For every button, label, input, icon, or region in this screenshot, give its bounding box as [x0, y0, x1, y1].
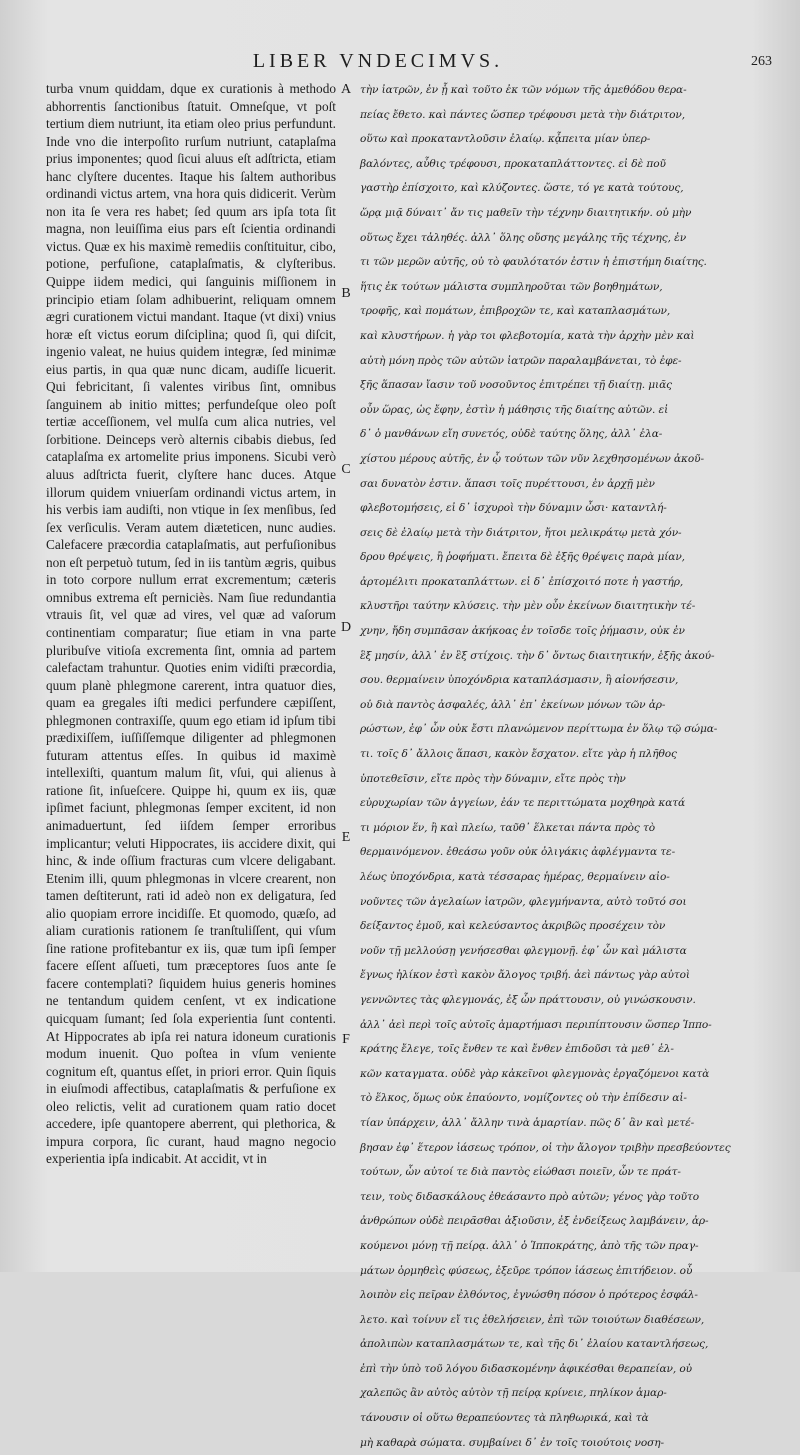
greek-line: οὕτω καὶ προκαταντλοῦσιν ἐλαίῳ. κᾆπειτα μίαν ὑπερ- — [360, 133, 651, 146]
greek-line: κούμενοι μόνῃ τῇ πείρᾳ. ἀλλ᾽ ὁ Ἱπποκράτης, ἀπὸ τῆς τῶν πραγ- — [360, 1239, 699, 1252]
greek-line: δρου θρέψεις, ἢ ῥοφήματι. ἔπειτα δὲ ἐξῆς θρέψεις παρὰ μίαν, — [360, 551, 685, 564]
greek-line: χίστου μέρους αὐτῆς, ἐν ᾧ τούτων τῶν νῦν λεχθησομένων ἀκοῦ- — [360, 452, 704, 465]
greek-line: οὐ διὰ παντὸς ἀσφαλές, ἀλλ᾽ ἐπ᾽ ἐκείνων μόνων τῶν ἀρ- — [360, 698, 666, 711]
greek-line: ξῆς ἅπασαν ἴασιν τοῦ νοσοῦντος ἐπιτρέπει τῇ διαίτῃ. μιᾶς — [360, 379, 672, 392]
greek-line: μὴ καθαρὰ σώματα. συμβαίνει δ᾽ ἐν τοῖς τοιούτοις νοση- — [360, 1436, 664, 1449]
greek-line: δ᾽ ὁ μανθάνων εἴη συνετός, οὐδὲ ταύτης ὅλης, ἀλλ᾽ ἐλα- — [360, 428, 663, 441]
greek-line: τάνουσιν οἱ οὕτω θεραπεύοντες τὰ πληθωρικά, καὶ τὰ — [360, 1412, 649, 1425]
running-title: LIBER VNDECIMVS. — [252, 50, 504, 72]
greek-line: σεις δὲ ἐλαίῳ μετὰ τὴν διάτριτον, ἤτοι μελικράτῳ μετὰ χόν- — [360, 526, 682, 539]
greek-line: βαλόντες, αὖθις τρέφουσι, προκαταπλάττοντες. εἰ δὲ ποῦ — [360, 157, 666, 170]
greek-line: ἀλλ᾽ ἀεὶ περὶ τοῖς αὐτοῖς ἁμαρτήμασι περιπίπτουσιν ὥσπερ Ἱππο- — [360, 1018, 712, 1031]
greek-line: τι τῶν μερῶν αὐτῆς, οὐ τὸ φαυλότατόν ἐστιν ἡ ἐπιστήμη διαίτης. — [360, 256, 707, 269]
margin-marker-a: A — [340, 82, 352, 97]
greek-line: οὖν ὥρας, ὡς ἔφην, ἐστὶν ἡ μάθησις τῆς διαίτης αὐτῶν. εἰ — [360, 403, 669, 416]
greek-line: βησαν ἐφ᾽ ἕτερον ἰάσεως τρόπον, οἱ τὴν ἄλογον τριβὴν πρεσβεύοντες — [360, 1141, 731, 1154]
greek-line: αὐτὴ μόνη πρὸς τῶν αὐτῶν ἰατρῶν παραλαμβάνεται, τὸ ἐφε- — [360, 354, 682, 367]
greek-line: εὐρυχωρίαν τῶν ἀγγείων, ἐάν τε περιττώματα μοχθηρὰ κατά — [360, 797, 686, 810]
margin-marker-e: E — [341, 830, 351, 845]
greek-line: σαι δυνατὸν ἐστιν. ἅπασι τοῖς πυρέττουσι, ἐν ἀρχῇ μὲν — [360, 477, 655, 490]
greek-line: οὕτως ἔχει τἀληθές. ἀλλ᾽ ὅλης οὔσης μεγάλης τῆς τέχνης, ἐν — [360, 231, 687, 244]
latin-column — [46, 80, 336, 1248]
greek-line: θερμαινόμενον. ἐθεάσω γοῦν οὐκ ὀλιγάκις ἀφλέγμαντα τε- — [360, 846, 676, 859]
greek-line: λέως ὑποχόνδρια, κατὰ τέσσαρας ἡμέρας, θερμαίνειν αἰο- — [360, 871, 670, 883]
latin-text: turba vnum quiddam, dque ex curationis à methodo abhorrentis ſanctionibus ſtatuit. Omneſque, vt poſt tertium diem nutriunt, ita etiam oleo prius perfundunt. Inde vno die interpoſito rurſum nutriunt, cataplaſma prius imponentes; quod ſicui aluus eſt adſtricta, etiam hanc clyſtere ducentes. Itaque his ſaltem authoribus ordinandi victus artem, vna hora quis didicerit. Verùm non ita ſe vera res habet; ſed quum ars ipſa tota ſit magna, non leuiſſima eius pars eſt ſcientia ordinandi victus. Quæ ex his maximè remediis conſtituitur, cibo, potione, perfuſione, cataplaſmatis, & clyſteribus. Quippe iidem medici, qui ſanguinis miſſionem in principio etiam ſolam adhibuerint, reliquam omnem ægri curationem victui mandant. Itaque (vt dixi) vnius horæ eſt victus eorum diſciplina; quod ſi, qui diſcit, ingenio valeat, ne huius quidem integræ, ſed minimæ eius partis, in qua quæ nunc dicam, audiſſe licuerit. Qui febricitant, ſi valentes viribus ſint, omnibus ſanguinem ab initio mittes; perfundeſque oleo poſt tertiæ acceſſionem, vel mulſa cum alica nutries, vel ſorbitione. Deinceps verò alternis cibabis diebus, ſed cataplaſma ex artomelite prius imponens. Sicubi verò aluus adſtricta fuerit, clyſtere hanc duces. Atque illorum quidem vniuerſam ordinandi victus artem, in his verbis iam audiſti, non vtique in ſex menſibus, ſed ſex verſiculis. Veram autem diæteticen, nunc audies. Calefacere præcordia cataplaſmatis, aut perfuſionibus non eſt perpetuò tutum, ſed in iis tantùm ægris, quibus in toto corpore nullum errat excrementum; cæteris omnibus extrema eſt perniciès. Nam ſiue redundantia vtrauis ſit, vel quæ ad vires, vel quæ ad vaſorum continentiam comparatur; ſiue etiam in vna parte pluribuſve vitioſa excrementa ſint, omnia ad partem calefactam trahuntur. Quoties enim vidiſti præcordia, quum planè phlegmone carerent, intra quatuor dies, quam ea gregales iſti medici perfundere cæpiſſent, phlegmonen contraxiſſe, quum ego etiam id ipſum tibi prædixiſſem, iuſſiſſemque diligenter ad phlegmonen futuram attentus eſſes. In quibus id maximè intellexiſti, quantum malum ſit, vſui, qui alienus à ratione ſit, inſueſcere. Quippe hi, quum ex iis, quæ ipſimet faciunt, phlegmonas ſemper excitent, id non animaduertunt, ſed iiſdem ſemper erroribus implicantur; veluti Hippocrates, iis accidere dixit, qui hinc, & inde oſſium fracturas cum vlcere deligabant. Etenim illi, quum phlegmonas in vlcere crearent, non tamen deſtiterunt, rati id adeò non ex deligatura, ſed alio quopiam errore incidiſſe. Et quomodo, quæſo, ad aliam curationis rationem ſe tranſtuliſſent, qui vſum ſine ratione profitebantur ex iis, quæ tum ipſi ſemper facere eſſent aſſueti, tum præceptores ſuos ante ſe facere contemplati? ſiquidem huius generis homines ne tentandum quidem cenſent, vt ex indicatione quicquam ſumant; ſed ſola experientia ſunt contenti. At Hippocrates ab ipſa rei natura idoneum curationis modum inuenit. Quo poſtea in vſum veniente cognitum eſt, quantus eſſet, in priori error. Quin ſiquis in eiuſmodi affectibus, cataplaſmatis & perfuſione ex oleo relictis, velit ad curationem quam ratio docet accedere, ipſe quantopere aberrent, qui plethorica, & impura corpora, ſic curant, haud magno negocio experientia ipſa indicabit. At accidit, vt in — [46, 81, 336, 1167]
margin-marker-d: D — [340, 620, 352, 635]
greek-line: ἀνθρώπων οὐδὲ πειρᾶσθαι ἀξιοῦσιν, ἐξ ἐνδείξεως λαμβάνειν, ἀρ- — [360, 1215, 709, 1228]
greek-line: νοῦντες τῶν ἀγελαίων ἰατρῶν, φλεγμήναντα, αὐτὸ τοῦτό σοι — [360, 895, 687, 908]
greek-line: νοῦν τῇ μελλούσῃ γενήσεσθαι φλεγμονῇ. ἐφ᾽ ὧν καὶ μάλιστα — [360, 944, 687, 957]
greek-line: σου. θερμαίνειν ὑποχόνδρια καταπλάσμασιν, ἢ αἰονήσεσιν, — [360, 674, 679, 687]
greek-line: ὑποτεθεῖσιν, εἴτε πρὸς τὴν δύναμιν, εἴτε πρὸς τὴν — [360, 772, 626, 785]
greek-line: κῶν καταγματα. οὐδὲ γὰρ κἀκεῖνοι φλεγμονὰς ἐργαζόμενοι κατὰ — [360, 1067, 710, 1080]
greek-line: δείξαντος ἐμοῦ, καὶ κελεύσαντος ἀκριβῶς προσέχειν τὸν — [360, 920, 666, 933]
greek-line: γεννῶντες τὰς φλεγμονάς, ἐξ ὧν πράττουσιν, οὐ γινώσκουσιν. — [360, 993, 696, 1006]
page-number: 263 — [751, 54, 772, 69]
greek-line: ἀρτομέλιτι προκαταπλάττων. εἰ δ᾽ ἐπίσχοιτό ποτε ἡ γαστήρ, — [360, 575, 684, 588]
greek-line: τι. τοῖς δ᾽ ἄλλοις ἅπασι, κακὸν ἔσχατον. εἴτε γὰρ ἡ πλῆθος — [360, 748, 677, 761]
greek-line: τροφῆς, καὶ πομάτων, ἐπιβροχῶν τε, καὶ καταπλασμάτων, — [360, 305, 671, 318]
greek-line: τὴν ἰατρῶν, ἐν ᾗ καὶ τοῦτο ἐκ τῶν νόμων τῆς ἀμεθόδου θερα- — [360, 84, 687, 96]
greek-line: τίαν ὑπάρχειν, ἀλλ᾽ ἄλλην τινὰ ἁμαρτίαν. πῶς δ᾽ ἂν καὶ μετέ- — [360, 1116, 695, 1129]
greek-line: χαλεπῶς ἂν αὐτὸς αὐτὸν τῇ πείρᾳ κρίνειε, πηλίκον ἁμαρ- — [360, 1387, 667, 1400]
greek-line: μάτων ὁρμηθεὶς φύσεως, ἐξεῦρε τρόπον ἰάσεως ἐπιτήδειον. οὗ — [360, 1264, 693, 1277]
greek-line: τειν, τοὺς διδασκάλους ἐθεάσαντο πρὸ αὐτῶν; γένος γὰρ τοῦτο — [360, 1190, 700, 1203]
greek-line: ἀπολιπὼν καταπλασμάτων τε, καὶ τῆς δι᾽ ἐλαίου καταντλήσεως, — [360, 1338, 709, 1351]
greek-line: ἔγνως ἡλίκον ἐστὶ κακὸν ἄλογος τριβή. ἀεὶ πάντως γὰρ αὐτοὶ — [360, 969, 690, 982]
greek-line: ρώστων, ἐφ᾽ ὧν οὐκ ἔστι πλανώμενον περίττωμα ἐν ὅλῳ τῷ σώμα- — [360, 723, 718, 736]
page-header — [0, 50, 800, 80]
greek-line: ἥτις ἐκ τούτων μάλιστα συμπληροῦται τῶν βοηθημάτων, — [360, 280, 663, 293]
greek-line: λοιπὸν εἰς πεῖραν ἐλθόντος, ἐγνώσθη πόσον ὁ πρότερος ἐσφάλ- — [360, 1289, 698, 1302]
greek-line: τι μόριον ἕν, ἢ καὶ πλείω, ταῦθ᾽ ἕλκεται πάντα πρὸς τὸ — [360, 821, 656, 834]
greek-line: φλεβοτομήσεις, εἰ δ᾽ ἰσχυροὶ τὴν δύναμιν ὦσι· καταντλή- — [360, 502, 667, 515]
greek-line: τὸ ἕλκος, ὅμως οὐκ ἐπαύοντο, νομίζοντες οὐ τὴν ἐπίδεσιν αἰ- — [360, 1092, 687, 1105]
greek-line: χνην, ἤδη συμπᾶσαν ἀκήκοας ἐν τοῖσδε τοῖς ῥήμασιν, οὐκ ἐν — [360, 625, 685, 638]
greek-line: ἐπὶ τὴν ὑπὸ τοῦ λόγου διδασκομένην ἀφικέσθαι θεραπείαν, οὐ — [360, 1362, 693, 1375]
greek-line: πείας ἔθετο. καὶ πάντες ὥσπερ τρέφουσι μετὰ τὴν διάτριτον, — [360, 108, 686, 121]
greek-line: καὶ κλυστήρων. ἡ γὰρ τοι φλεβοτομία, κατὰ τὴν ἀρχὴν μὲν καὶ — [360, 329, 695, 342]
greek-line: κλυστῆρι ταύτην κλύσεις. τὴν μὲν οὖν ἐκείνων διαιτητικὴν τέ- — [360, 600, 696, 613]
greek-line: ὥρᾳ μιᾷ δύναιτ᾽ ἄν τις μαθεῖν τὴν τέχνην διαιτητικήν. οὐ μὴν — [360, 206, 692, 219]
margin-marker-b: B — [341, 286, 351, 301]
greek-column — [360, 78, 731, 1449]
margin-marker-c: C — [341, 462, 351, 477]
greek-line: γαστὴρ ἐπίσχοιτο, καὶ κλύζοντες. ὥστε, τό γε κατὰ τούτους, — [360, 182, 684, 195]
greek-line: ἓξ μησίν, ἀλλ᾽ ἐν ἓξ στίχοις. τὴν δ᾽ ὄντως διαιτητικήν, ἑξῆς ἀκού- — [360, 649, 715, 662]
greek-line: κράτης ἔλεγε, τοῖς ἔνθεν τε καὶ ἔνθεν ἐπιδοῦσι τὰ μεθ᾽ ἑλ- — [360, 1043, 674, 1056]
greek-line: τούτων, ὧν αὐτοί τε διὰ παντὸς εἰώθασι ποιεῖν, ὧν τε πράτ- — [360, 1166, 681, 1179]
margin-marker-f: F — [342, 1032, 350, 1047]
greek-line: λετο. καὶ τοίνυν εἴ τις ἐθελήσειεν, ἐπὶ τῶν τοιούτων διαθέσεων, — [360, 1313, 705, 1326]
